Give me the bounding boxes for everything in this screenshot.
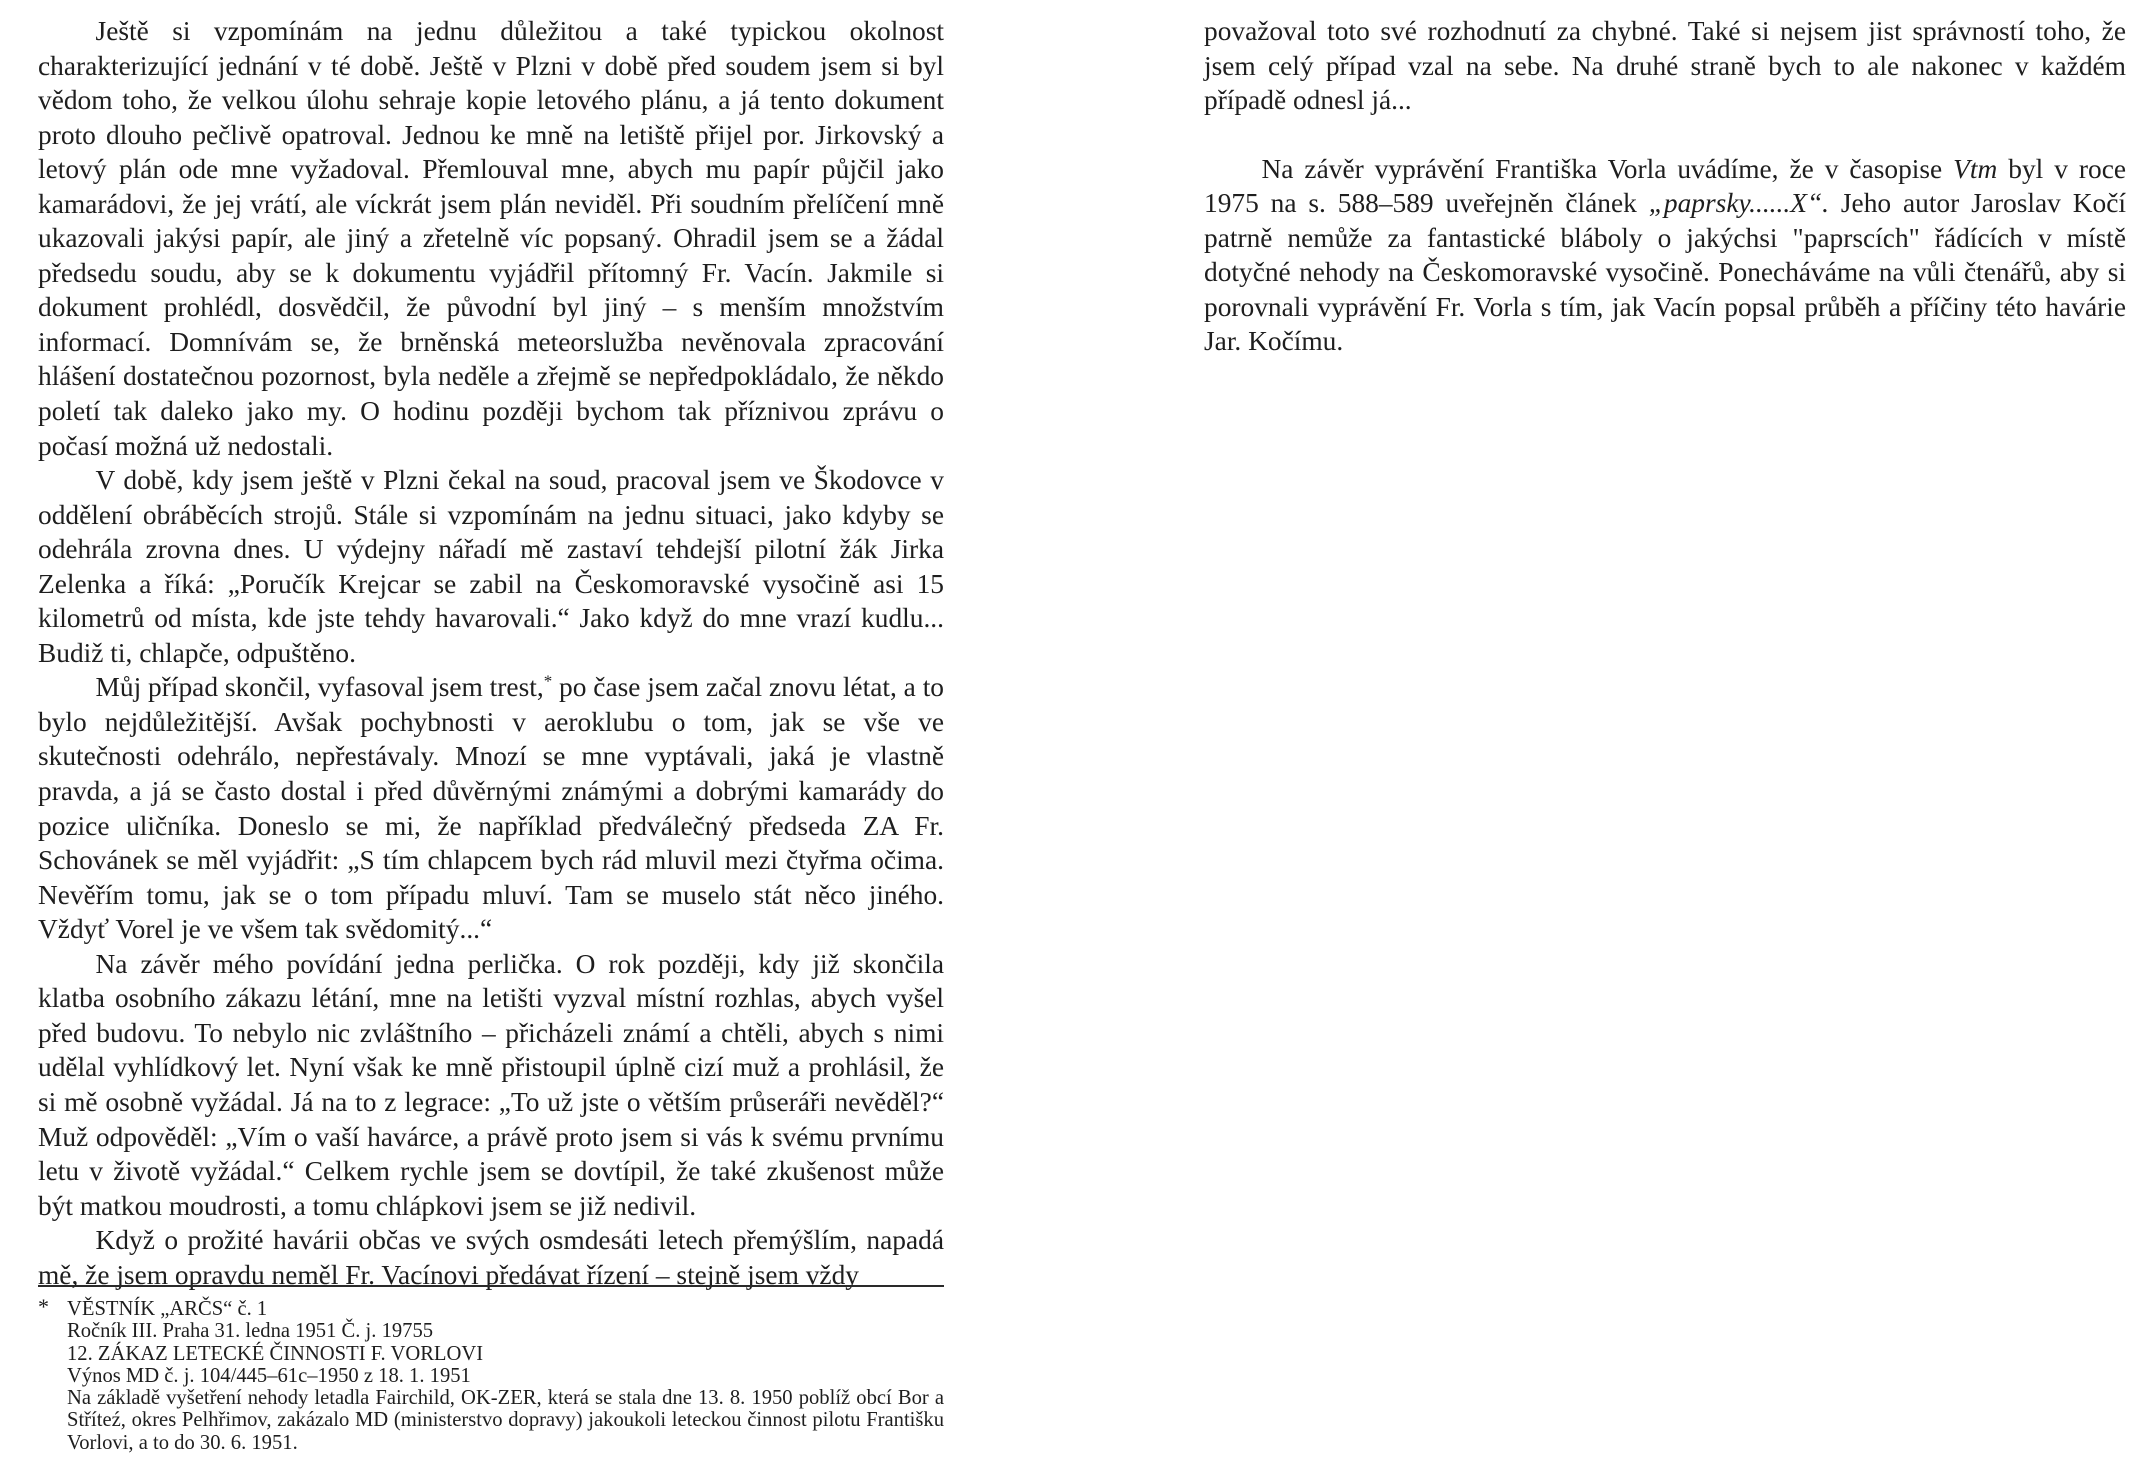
footnote-body bbox=[67, 1298, 944, 1454]
article-title: „paprsky......X“. bbox=[1648, 188, 1830, 219]
footnote bbox=[38, 1294, 944, 1454]
footnote-line-4: Výnos MD č. j. 104/445–61c–1950 z 18. 1. 1951 bbox=[67, 1364, 471, 1387]
right-column bbox=[1204, 14, 2126, 359]
left-paragraph-1: Ještě si vzpomínám na jednu důležitou a také typickou okolnost charakterizující jednání v té době. Ještě v Plzni v době před soudem jsem si byl vědom toho, že velkou úlohu sehraje kopie letového plánu, a já tento dokument proto dlouho pečlivě opatroval. Jednou ke mně na letiště přijel por. Jirkovský a letový plán ode mne vyžadoval. Přemlouval mne, abych mu papír půjčil jako kamarádovi, že jej vrátí, ale víckrát jsem plán neviděl. Při soudním přelíčení mně ukazovali jakýsi papír, ale jiný a zřetelně víc popsaný. Ohradil jsem se a žádal předsedu soudu, aby se k dokumentu vyjádřil přítomný Fr. Vacín. Jakmile si dokument prohlédl, dosvědčil, že původní byl jiný – s menším množstvím informací. Domnívám se, že brněnská meteorslužba nevěnovala zpracování hlášení dostatečnou pozornost, byla neděle a zřejmě se nepředpokládalo, že někdo poletí tak daleko jako my. O hodinu později bychom tak příznivou zprávu o počasí možná už nedostali. bbox=[38, 16, 944, 461]
right-paragraph-2 bbox=[1204, 152, 2126, 359]
footnote-line-1: VĚSTNÍK „ARČS“ č. 1 bbox=[67, 1298, 268, 1320]
left-paragraph-3 bbox=[38, 670, 944, 946]
left-paragraph-3-rest: po čase jsem začal znovu létat, a to bylo nejdůležitější. Avšak pochybnosti v aeroklubu o tom, jak se vše ve skutečnosti odehrálo, nepřestávaly. Mnozí se mne vyptávali, jaká je vlastně pravda, a já se často dostal i před důvěrnými známými a dobrými kamarády do pozice uličníka. Doneslo se mi, že například předválečný předseda ZA Fr. Schovánek se měl vyjádřit: „S tím chlapcem bych rád mluvil mezi čtyřma očima. Nevěřím tomu, jak se o tom případu mluví. Tam se muselo stát něco jiného. Vždyť Vorel je ve všem tak svědomitý...“ bbox=[38, 672, 944, 945]
footnote-line-2: Ročník III. Praha 31. ledna 1951 Č. j. 19755 bbox=[67, 1320, 434, 1343]
right-paragraph-2-start: Na závěr vyprávění Františka Vorla uvádíme, že v časopise bbox=[1261, 153, 1954, 184]
footnote-divider bbox=[38, 1285, 944, 1287]
left-paragraph-3-start: Můj případ skončil, vyfasoval jsem trest, bbox=[95, 672, 544, 703]
left-paragraph-2: V době, kdy jsem ještě v Plzni čekal na soud, pracoval jsem ve Škodovce v oddělení obráběcích strojů. Stále si vzpomínám na jednu situaci, jako kdyby se odehrála zrovna dnes. U výdejny nářadí mě zastaví tehdejší pilotní žák Jirka Zelenka a říká: „Poručík Krejcar se zabil na Českomoravské vysočině asi 15 kilometrů od místa, kde jste tehdy havarovali.“ Jako když do mne vrazí kudlu... Budiž ti, chlapče, odpuštěno. bbox=[38, 465, 944, 668]
left-paragraph-5: Když o prožité havárii občas ve svých osmdesáti letech přemýšlím, napadá mě, že jsem opravdu neměl Fr. Vacínovi předávat řízení – stejně jsem vždy bbox=[38, 1225, 944, 1290]
footnote-line-5: Na základě vyšetření nehody letadla Fairchild, OK-ZER, která se stala dne 13. 8. 1950 poblíž obcí Bor a Stříteź, okres Pelhřimov, zakázalo MD (ministerstvo dopravy) jakoukoli leteckou činnost pilotu Františku Vorlovi, a to do 30. 6. 1951. bbox=[67, 1387, 944, 1454]
right-paragraph-2-end: Jeho autor Jaroslav Kočí patrně nemůže za fantastické bláboly o jakýchsi "paprscích" řádících v místě dotyčné nehody na Českomoravské vysočině. Ponecháváme na vůli čtenářů, aby si porovnali vyprávění Fr. Vorla s tím, jak Vacín popsal průběh a příčiny této havárie Jar. Kočímu. bbox=[1204, 188, 2126, 357]
left-column bbox=[38, 14, 944, 1292]
footnote-reference-marker: * bbox=[543, 672, 553, 692]
footnote-line-3: 12. ZÁKAZ LETECKÉ ČINNOSTI F. VORLOVI bbox=[67, 1342, 484, 1365]
magazine-title: Vtm bbox=[1953, 153, 1998, 184]
left-paragraph-4: Na závěr mého povídání jedna perlička. O rok později, kdy již skončila klatba osobního zákazu létání, mne na letišti vyzval místní rozhlas, abych vyšel před budovu. To nebylo nic zvláštního – přicházeli známí a chtěli, abych s nimi udělal vyhlídkový let. Nyní však ke mně přistoupil úplně cizí muž a prohlásil, že si mě osobně vyžádal. Já na to z legrace: „To už jste o větším průseráři nevěděl?“ Muž odpověděl: „Vím o vaší havárce, a právě proto jsem si vás k svému prvnímu letu v životě vyžádal.“ Celkem rychle jsem se dovtípil, že také zkušenost může být matkou moudrosti, a tomu chlápkovi jsem se již nedivil. bbox=[38, 948, 944, 1221]
right-paragraph-2-middle: byl v roce 1975 na s. 588–589 uveřejněn článek bbox=[1204, 153, 2127, 219]
footnote-marker: * bbox=[38, 1294, 49, 1319]
paragraph-gap bbox=[1204, 118, 2126, 152]
right-paragraph-1: považoval toto své rozhodnutí za chybné. Také si nejsem jist správností toho, že jsem celý případ vzal na sebe. Na druhé straně bych to ale nakonec v každém případě odnesl já... bbox=[1204, 16, 2126, 116]
